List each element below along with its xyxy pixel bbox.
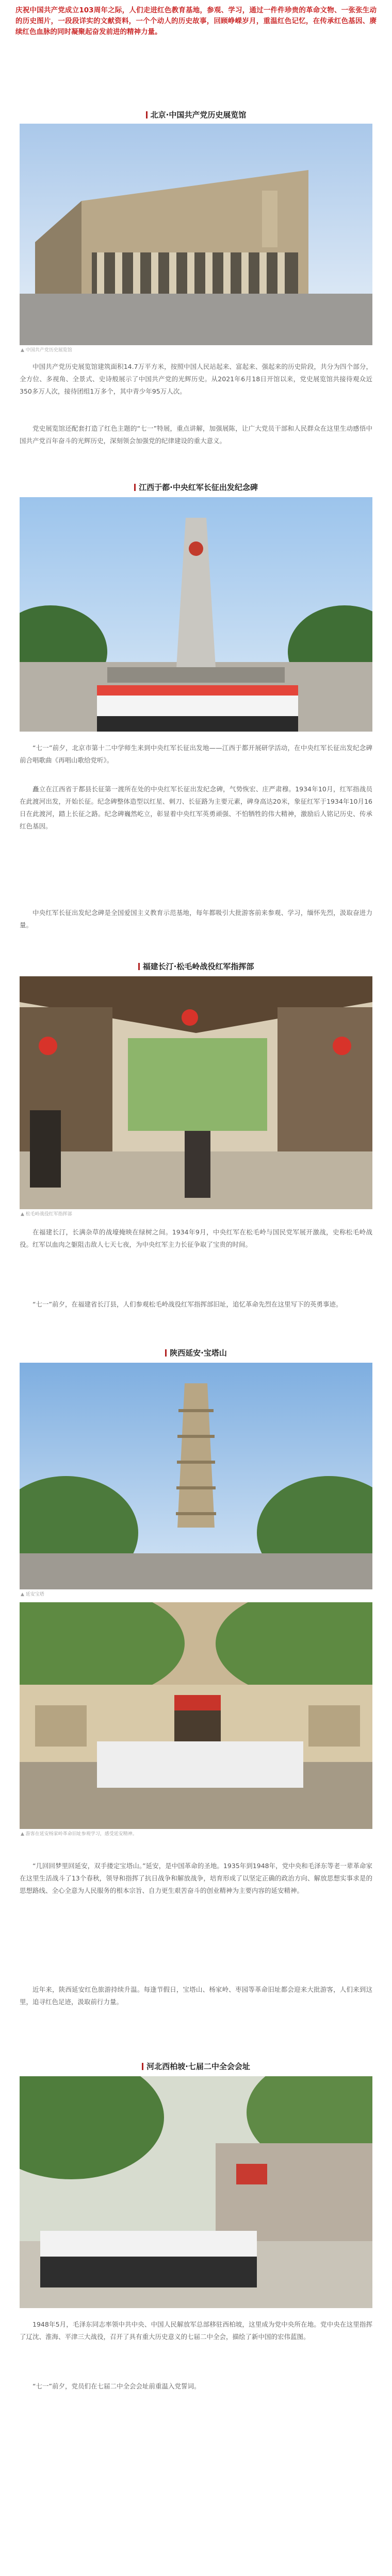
section-title-xibaipo: 河北西柏坡·七届二中全会会址 (0, 2061, 392, 2072)
title-marker (134, 484, 136, 491)
section-paragraph: “几回回梦里回延安，双手搂定宝塔山。”延安，是中国革命的圣地。1935年到1948年，党中央和毛泽东等老一辈革命家在这里生活战斗了13个春秋，领导和指挥了抗日战争和解放战争，培育形成了以坚定正确的政治方向、解放思想实事求是的思想路线、全心全意为人民服务的根本宗旨、自力更生艰苦奋斗的创业精神为主要内容的延安精神。 (20, 1862, 372, 1894)
section-title-yanan: 陕西延安·宝塔山 (0, 1347, 392, 1358)
section-paragraph: 在福建长汀，长满杂草的战壕掩映在绿树之间。1934年9月，中央红军在松毛岭与国民党军展开激战，史称松毛岭战役。红军以血肉之躯阻击敌人七天七夜，为中央红军主力长征争取了宝贵的时间。 (20, 1228, 372, 1248)
photo-yangjialing-visitors (20, 1602, 372, 1829)
photo-red-army-headquarters (20, 976, 372, 1209)
section-paragraph: 党史展览馆还配套打造了红色主题的“七一”特展，重点讲解，加强展陈，让广大党员干部和人民群众在这里生动感悟中国共产党百年奋斗的光辉历史，深刻领会加强党的纪律建设的重大意义。 (20, 425, 372, 445)
title-marker (138, 963, 140, 970)
photo-second-plenum-site (20, 2076, 372, 2308)
photo-long-march-monument (20, 497, 372, 732)
title-marker (146, 111, 148, 118)
section-title-beijing: 北京·中国共产党历史展览馆 (0, 109, 392, 120)
photo-party-history-museum (20, 124, 372, 345)
section-paragraph: 中国共产党历史展览馆建筑面积14.7万平方米，按照中国人民站起来、富起来、强起来的历史阶段，共分为四个部分，全方位、多视角、全景式、史诗般展示了中国共产党的光辉历史。从2021年6月18日开馆以来，党史展览馆共接待观众近350多万人次，接待团组1万多个，其中青少年95万人次。 (20, 363, 372, 395)
section-paragraph: “七一”前夕，党员们在七届二中全会会址前重温入党誓词。 (32, 2382, 201, 2390)
section-paragraph: 中央红军长征出发纪念碑是全国爱国主义教育示范基地，每年都吸引大批游客前来参观、学习，缅怀先烈，汲取奋进力量。 (20, 909, 372, 929)
photo-caption: ▲ 松毛岭战役红军指挥部 (21, 1212, 72, 1217)
section-title-changting: 福建长汀·松毛岭战役红军指挥部 (0, 961, 392, 972)
intro-text: 庆祝中国共产党成立103周年之际，人们走进红色教育基地，参观、学习，通过一件件珍贵的革命文物、一张张生动的历史图片，一段段详实的文献资料，一个个动人的历史故事，回顾峥嵘岁月，重温红色记忆，在传承红色基因、赓续红色血脉的同时凝聚起奋发前进的精神力量。 (15, 6, 377, 36)
title-marker (165, 1349, 167, 1357)
section-paragraph: 1948年5月，毛泽东同志率领中共中央、中国人民解放军总部移驻西柏坡，这里成为党中央所在地。党中央在这里指挥了辽沈、淮海、平津三大战役，召开了具有重大历史意义的七届二中全会，描绘了新中国的宏伟蓝图。 (20, 2320, 372, 2341)
section-paragraph: 近年来，陕西延安红色旅游持续升温。每逢节假日，宝塔山、杨家岭、枣园等革命旧址都会迎来大批游客，人们来到这里，追寻红色足迹，汲取前行力量。 (20, 1986, 372, 2006)
section-paragraph: 矗立在江西省于都县长征第一渡所在处的中央红军长征出发纪念碑，气势恢宏、庄严肃穆。1934年10月，红军指战员在此渡河出发，开始长征。纪念碑整体造型以红星、刺刀、长征路为主要元素，碑身高达20米，象征红军于1934年10月16日在此渡河，踏上长征之路。纪念碑巍然屹立，彰显着中央红军英勇顽强、不怕牺牲的伟大精神，激励后人铭记历史、传承红色基因。 (20, 785, 372, 830)
photo-caption: ▲ 游客在延安杨家岭革命旧址参观学习，感受延安精神。 (21, 1832, 137, 1837)
section-paragraph: “七一”前夕，北京市第十二中学师生来到中央红军长征出发地——江西于都开展研学活动，在中央红军长征出发纪念碑前合唱歌曲《再唱山歌给党听》。 (20, 744, 372, 764)
title-marker (142, 2063, 143, 2070)
section-title-yudu: 江西于都·中央红军长征出发纪念碑 (0, 482, 392, 493)
photo-caption: ▲ 中国共产党历史展览馆 (21, 348, 72, 353)
photo-caption: ▲ 延安宝塔 (21, 1592, 44, 1597)
photo-baota-pagoda (20, 1363, 372, 1589)
section-paragraph: “七一”前夕，在福建省长汀县，人们参观松毛岭战役红军指挥部旧址，追忆革命先烈在这里写下的英勇事迹。 (32, 1300, 342, 1308)
